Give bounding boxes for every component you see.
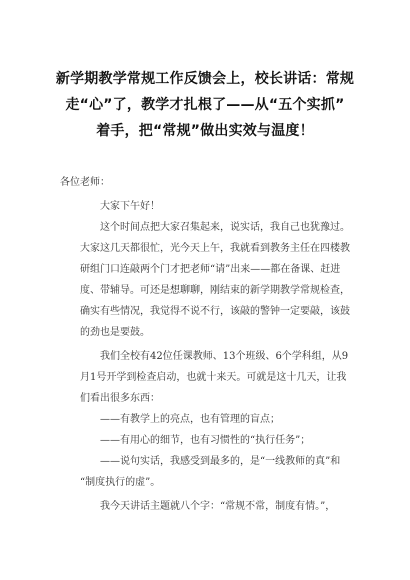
title-line: 新学期教学常规工作反馈会上，校长讲话：常规 xyxy=(55,71,355,87)
bullet-line: ——有教学上的亮点，也有管理的盲点； xyxy=(100,414,280,425)
document-body xyxy=(60,172,354,517)
title-line: 走“心”了，教学才扎根了——从“五个实抓” xyxy=(65,97,345,113)
paragraph-line: 研组门口连敲两个门才把老师“请”出来——都在备课、赶进 xyxy=(80,264,341,275)
bullet-line: “制度执行的虚”。 xyxy=(80,477,161,488)
salutation: 各位老师： xyxy=(60,177,110,188)
document-title xyxy=(40,66,370,144)
paragraph-line: 们看出很多东西： xyxy=(80,393,160,404)
paragraph-line: 这个时间点把大家召集起来，说实话，我自己也犹豫过。 xyxy=(100,222,350,233)
title-line: 着手，把“常规”做出实效与温度！ xyxy=(96,123,314,139)
paragraph-line: 大家这几天都很忙，光今天上午，我就看到教务主任在四楼教 xyxy=(80,243,350,254)
paragraph-line: 我们全校有42位任课教师、13个班级、6个学科组，从9 xyxy=(100,351,349,362)
paragraph-line: 度、带辅导。可还是想聊聊，刚结束的新学期教学常规检查， xyxy=(80,285,350,296)
greeting: 大家下午好！ xyxy=(100,201,160,212)
bullet-line: ——有用心的细节，也有习惯性的“执行任务”； xyxy=(100,435,311,446)
paragraph-line: 确实有些情况，我觉得不说不行，该敲的警钟一定要敲，该鼓 xyxy=(80,306,350,317)
bullet-line: ——说句实话，我感受到最多的，是“一线教师的真”和 xyxy=(100,456,341,467)
paragraph-line: 月1号开学到检查启动，也就十来天。可就是这十几天，让我 xyxy=(80,372,347,383)
paragraph-line: 我今天讲话主题就八个字：“常规不常，制度有情。”， xyxy=(100,501,336,512)
paragraph-line: 的劲也是要鼓。 xyxy=(80,327,150,338)
